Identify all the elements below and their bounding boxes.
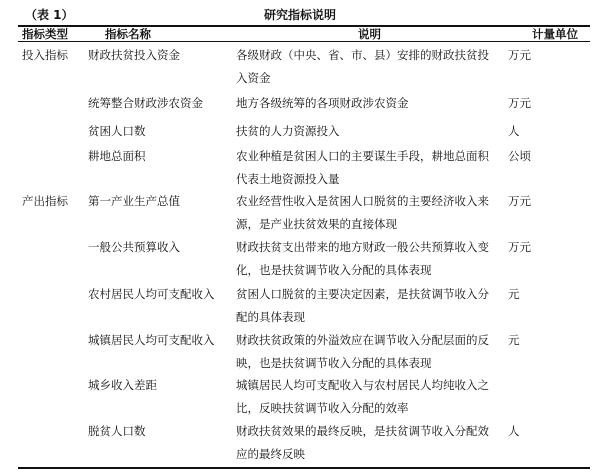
header-type: 指标类型 <box>22 27 68 41</box>
table-number: （表 1） <box>25 8 74 22</box>
cell-unit: 元 <box>508 287 520 301</box>
header-desc: 说明 <box>358 27 381 41</box>
cell-name: 第一产业生产总值 <box>88 194 180 208</box>
cell-unit: 公顷 <box>508 149 531 163</box>
table-bottom-rule <box>18 467 590 469</box>
cell-desc: 农业经营性收入是贫困人口脱贫的主要经济收入来源，是产业扶贫效果的直接体现 <box>236 194 489 231</box>
cell-type: 产出指标 <box>22 194 68 208</box>
cell-name: 耕地总面积 <box>88 149 146 163</box>
cell-name: 城乡收入差距 <box>88 378 157 392</box>
cell-unit: 万元 <box>508 240 531 254</box>
cell-name: 财政扶贫投入资金 <box>88 48 180 62</box>
cell-desc: 财政扶贫政策的外溢效应在调节收入分配层面的反映，也是扶贫调节收入分配的具体表现 <box>236 333 489 370</box>
cell-name: 统筹整合财政涉农资金 <box>88 96 203 110</box>
table-title: 研究指标说明 <box>263 8 336 22</box>
cell-unit: 万元 <box>508 96 531 110</box>
cell-desc: 扶贫的人力资源投入 <box>236 124 340 138</box>
cell-unit: 人 <box>508 424 520 438</box>
cell-desc: 贫困人口脱贫的主要决定因素，是扶贫调节收入分配的具体表现 <box>236 287 489 324</box>
cell-unit: 人 <box>508 124 520 138</box>
cell-unit: 万元 <box>508 194 531 208</box>
cell-type: 投入指标 <box>22 48 68 62</box>
cell-name: 一般公共预算收入 <box>88 240 180 254</box>
header-name: 指标名称 <box>105 27 151 41</box>
table-caption <box>0 6 600 24</box>
header-unit: 计量单位 <box>532 27 578 41</box>
cell-name: 贫困人口数 <box>88 124 146 138</box>
cell-name: 脱贫人口数 <box>88 424 146 438</box>
cell-name: 农村居民人均可支配收入 <box>88 287 215 301</box>
cell-desc: 财政扶贫效果的最终反映，是扶贫调节收入分配效应的最终反映 <box>236 424 489 461</box>
cell-desc: 各级财政（中央、省、市、县）安排的财政扶贫投入资金 <box>236 48 489 85</box>
table-header-rule <box>18 41 590 42</box>
cell-desc: 农业种植是贫困人口的主要谋生手段，耕地总面积代表土地资源投入量 <box>236 149 489 186</box>
cell-desc: 财政扶贫支出带来的地方财政一般公共预算收入变化，也是扶贫调节收入分配的具体表现 <box>236 240 489 277</box>
cell-name: 城镇居民人均可支配收入 <box>88 333 215 347</box>
cell-desc: 地方各级统筹的各项财政涉农资金 <box>236 96 409 110</box>
table-header <box>0 26 600 42</box>
cell-unit: 万元 <box>508 48 531 62</box>
cell-unit: 元 <box>508 333 520 347</box>
cell-desc: 城镇居民人均可支配收入与农村居民人均纯收入之比，反映扶贫调节收入分配的效率 <box>236 378 489 415</box>
